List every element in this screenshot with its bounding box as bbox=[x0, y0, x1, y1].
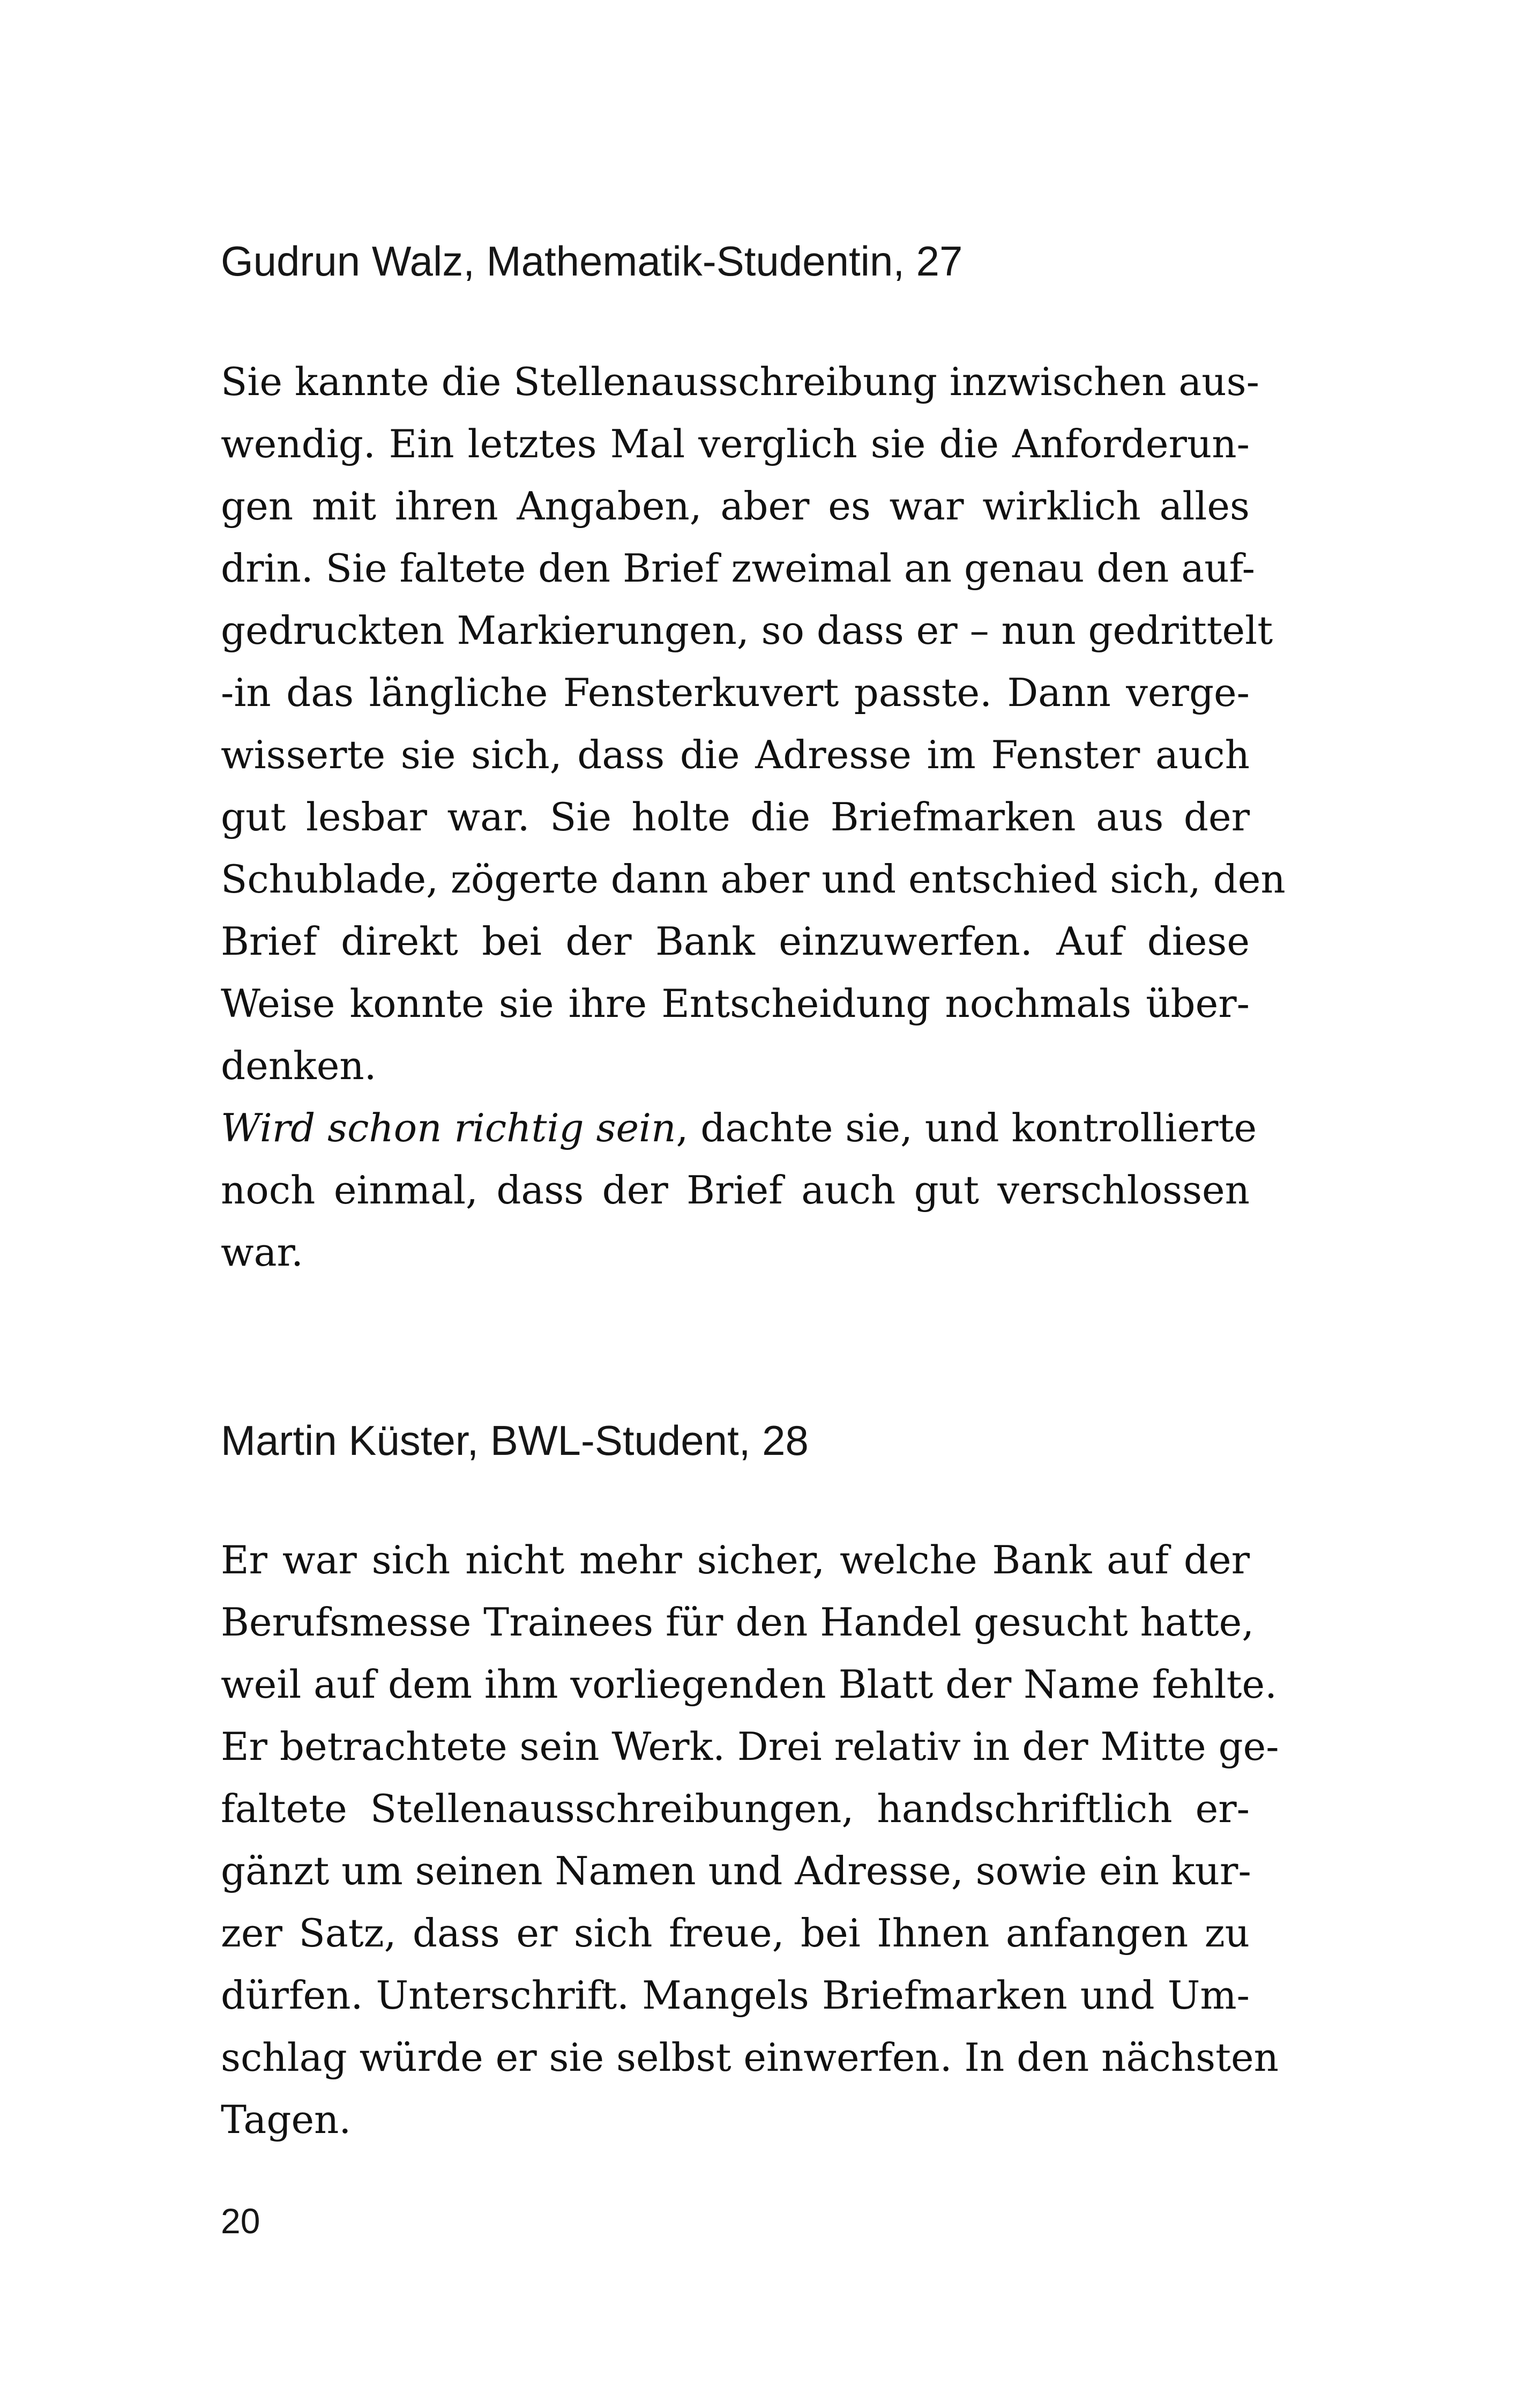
text-line: Brief direkt bei der Bank einzuwerfen. Auf diese bbox=[221, 919, 1250, 964]
section-heading-gudrun: Gudrun Walz, Mathematik-Studentin, 27 bbox=[221, 237, 963, 285]
text-line: weil auf dem ihm vorliegenden Blatt der Name fehlte. bbox=[221, 1662, 1277, 1707]
paragraph-martin bbox=[221, 1529, 1279, 2151]
text-line: schlag würde er sie selbst einwerfen. In den nächsten bbox=[221, 2035, 1279, 2080]
text-line: wisserte sie sich, dass die Adresse im Fenster auch bbox=[221, 732, 1250, 777]
section-heading-martin: Martin Küster, BWL-Student, 28 bbox=[221, 1417, 809, 1464]
text-line: Weise konnte sie ihre Entscheidung nochmals über- bbox=[221, 981, 1250, 1026]
text-line: denken. bbox=[221, 1043, 377, 1088]
text-line: Er war sich nicht mehr sicher, welche Bank auf der bbox=[221, 1537, 1250, 1582]
text-line: Berufsmesse Trainees für den Handel gesucht hatte, bbox=[221, 1600, 1255, 1645]
text-line: dürfen. Unterschrift. Mangels Briefmarken und Um- bbox=[221, 1973, 1250, 2018]
text-line: -in das längliche Fensterkuvert passte. Dann verge- bbox=[221, 670, 1250, 715]
text-line-rest: , dachte sie, und kontrollierte bbox=[676, 1105, 1257, 1150]
text-line: faltete Stellenausschreibungen, handschriftlich er- bbox=[221, 1786, 1250, 1831]
text-line: Tagen. bbox=[221, 2097, 352, 2142]
page-number: 20 bbox=[221, 2201, 260, 2241]
text-line: wendig. Ein letztes Mal verglich sie die Anforderun- bbox=[221, 421, 1250, 466]
text-line: drin. Sie faltete den Brief zweimal an genau den auf- bbox=[221, 546, 1255, 591]
text-line: gen mit ihren Angaben, aber es war wirklich alles bbox=[221, 484, 1250, 529]
italic-thought: Wird schon richtig sein bbox=[221, 1105, 676, 1150]
text-line: war. bbox=[221, 1230, 303, 1275]
paragraph-gudrun bbox=[221, 351, 1286, 1283]
text-line: zer Satz, dass er sich freue, bei Ihnen anfangen zu bbox=[221, 1911, 1250, 1956]
text-line: Schublade, zögerte dann aber und entschied sich, den bbox=[221, 857, 1286, 902]
text-line: noch einmal, dass der Brief auch gut verschlossen bbox=[221, 1168, 1250, 1213]
text-line: gedruckten Markierungen, so dass er – nun gedrittelt bbox=[221, 608, 1273, 653]
text-line: Er betrachtete sein Werk. Drei relativ in der Mitte ge- bbox=[221, 1724, 1279, 1769]
text-line-italic bbox=[221, 1097, 1257, 1159]
text-line: gänzt um seinen Namen und Adresse, sowie ein kur- bbox=[221, 1848, 1251, 1893]
text-line: Sie kannte die Stellenausschreibung inzwischen aus- bbox=[221, 359, 1259, 404]
text-line: gut lesbar war. Sie holte die Briefmarken aus der bbox=[221, 794, 1250, 839]
